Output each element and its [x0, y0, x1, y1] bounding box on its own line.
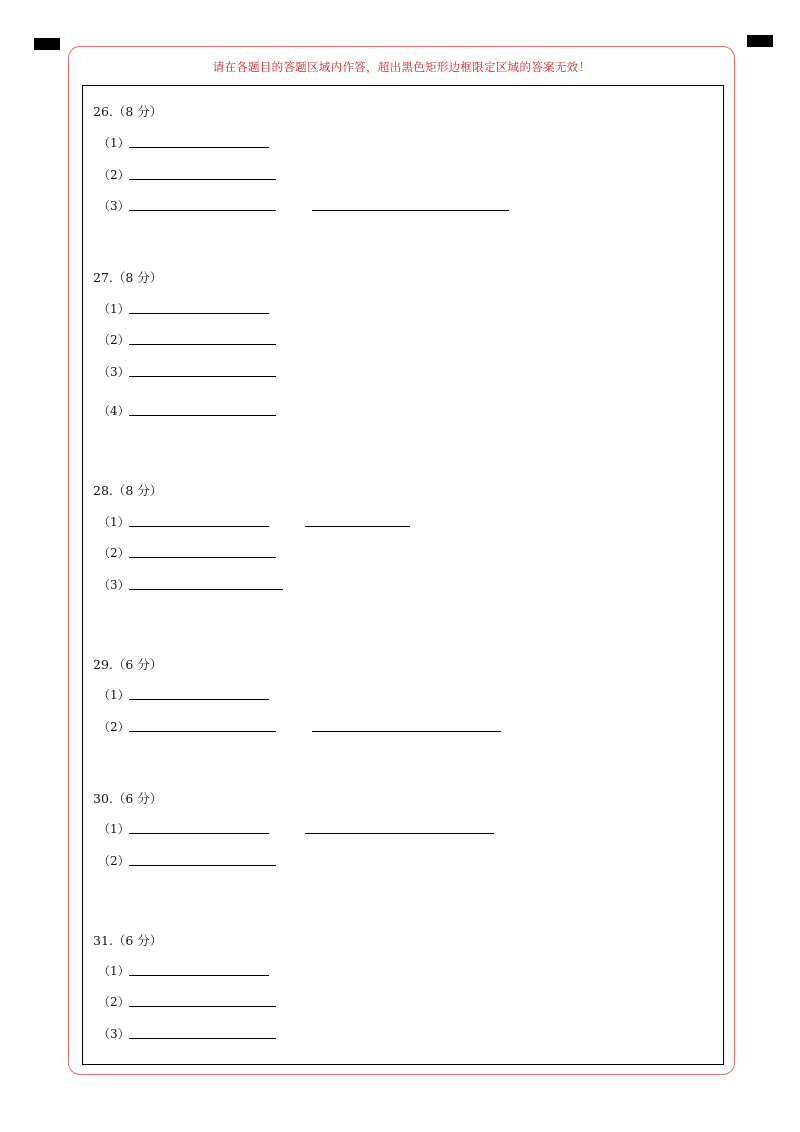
item-label: （2） [98, 854, 130, 868]
answer-blank[interactable] [129, 344, 276, 345]
item-label: （1） [98, 688, 130, 702]
question-28-title: 28.（8 分） [93, 483, 163, 498]
answer-blank[interactable] [312, 731, 501, 732]
item-label: （3） [98, 1027, 130, 1041]
answer-blank[interactable] [305, 526, 410, 527]
answer-blank[interactable] [129, 1006, 276, 1007]
answer-blank[interactable] [129, 526, 269, 527]
answer-blank[interactable] [129, 147, 269, 148]
item-label: （2） [98, 168, 130, 182]
answer-blank[interactable] [129, 731, 276, 732]
question-30-title: 30.（6 分） [93, 791, 163, 806]
item-label: （2） [98, 720, 130, 734]
warning-notice: 请在各题目的答题区域内作答，超出黑色矩形边框限定区域的答案无效！ [212, 60, 591, 74]
question-26-title: 26.（8 分） [93, 104, 163, 119]
answer-blank[interactable] [129, 589, 283, 590]
item-label: （1） [98, 515, 130, 529]
alignment-marker-right [747, 35, 773, 47]
answer-blank[interactable] [129, 210, 276, 211]
answer-blank[interactable] [129, 313, 269, 314]
answer-blank[interactable] [129, 975, 269, 976]
answer-blank[interactable] [129, 699, 269, 700]
answer-blank[interactable] [129, 179, 276, 180]
item-label: （1） [98, 964, 130, 978]
item-label: （3） [98, 578, 130, 592]
item-label: （2） [98, 995, 130, 1009]
answer-blank[interactable] [312, 210, 509, 211]
answer-blank[interactable] [129, 865, 276, 866]
answer-blank[interactable] [129, 1038, 276, 1039]
item-label: （4） [98, 404, 130, 418]
question-31-title: 31.（6 分） [93, 933, 163, 948]
answer-blank[interactable] [129, 833, 269, 834]
answer-blank[interactable] [129, 557, 276, 558]
item-label: （2） [98, 546, 130, 560]
answer-blank[interactable] [129, 415, 276, 416]
item-label: （2） [98, 333, 130, 347]
item-label: （1） [98, 822, 130, 836]
item-label: （1） [98, 136, 130, 150]
item-label: （3） [98, 199, 130, 213]
question-27-title: 27.（8 分） [93, 270, 163, 285]
answer-blank[interactable] [129, 376, 276, 377]
alignment-marker-left [34, 38, 60, 50]
item-label: （3） [98, 365, 130, 379]
answer-region-frame [82, 85, 724, 1065]
answer-blank[interactable] [305, 833, 494, 834]
question-29-title: 29.（6 分） [93, 657, 163, 672]
item-label: （1） [98, 302, 130, 316]
